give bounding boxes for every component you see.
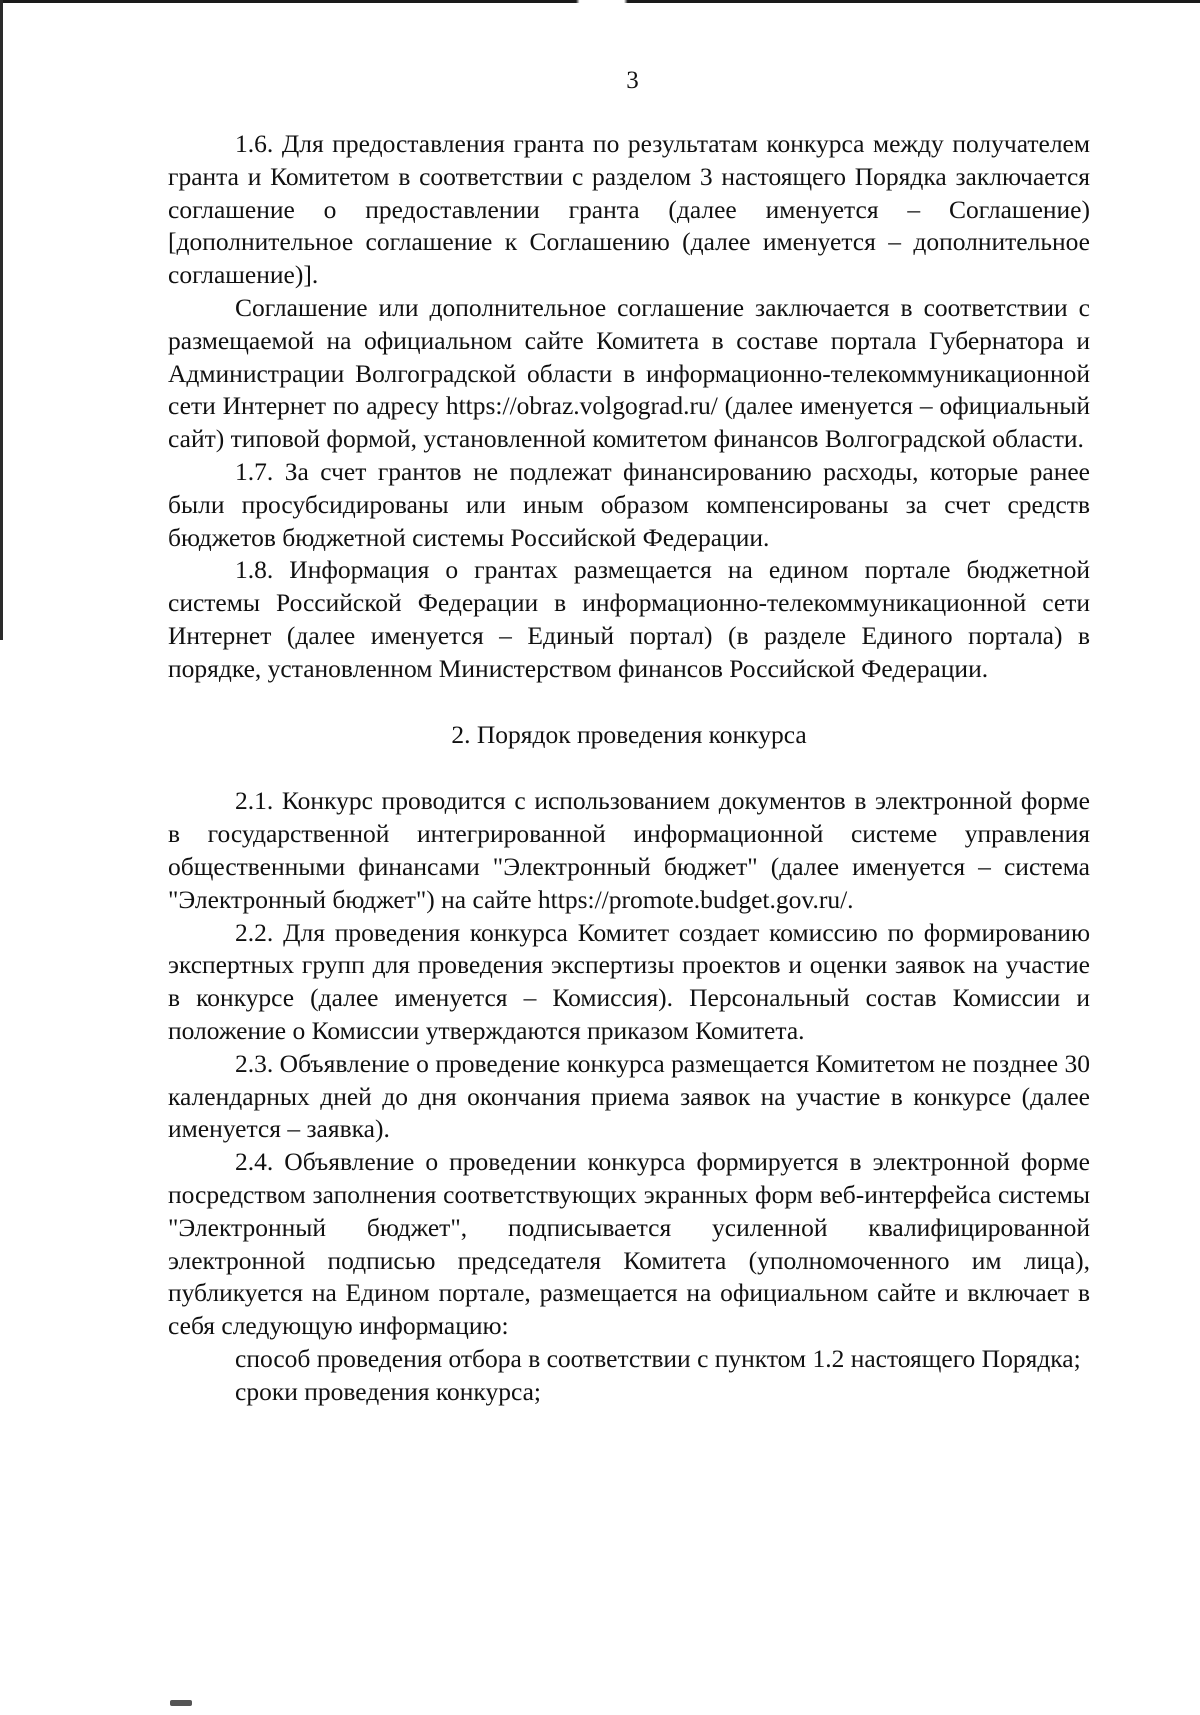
- paragraph-2-3: 2.3. Объявление о проведение конкурса размещается Комитетом не позднее 30 календарных дней до дня окончания приема заявок на участие в конкурсе (далее именуется – заявка).: [168, 1048, 1090, 1144]
- paragraph-2-2: 2.2. Для проведения конкурса Комитет создает комиссию по формированию экспертных групп для проведения экспертизы проектов и оценки заявок на участие в конкурсе (далее именуется – Комиссия). Персональный состав Комиссии и положение о Комиссии утверждаются приказом Комитета.: [168, 917, 1090, 1045]
- paragraph-1-8: 1.8. Информация о грантах размещается на едином портале бюджетной системы Российской Федерации в информационно-телекоммуникационной сети Интернет (далее именуется – Единый портал) (в разделе Единого портала) в порядке, установленном Министерством финансов Российской Федерации.: [168, 555, 1090, 683]
- paragraph-agreement: Соглашение или дополнительное соглашение заключается в соответствии с размещаемой на официальном сайте Комитета в составе портала Губернатора и Администрации Волгоградской области в информационно-телекоммуникационной сети Интернет по адресу https://obraz.volgograd.ru/ (далее именуется – официальный сайт) типовой формой, установленной комитетом финансов Волгоградской области.: [168, 292, 1090, 454]
- page-number: 3: [626, 67, 639, 94]
- document-body: [168, 128, 1090, 1408]
- scan-edge-left: [0, 0, 3, 640]
- scan-artifact: [170, 1700, 192, 1706]
- section-heading: 2. Порядок проведения конкурса: [451, 719, 807, 749]
- paragraph-1-6: 1.6. Для предоставления гранта по результатам конкурса между получателем гранта и Комитетом в соответствии с разделом 3 настоящего Порядка заключается соглашение о предоставлении гранта (далее именуется – Соглашение) [дополнительное соглашение к Соглашению (далее именуется – дополнительное соглашение)].: [168, 129, 1090, 290]
- scan-edge-top: [0, 0, 1200, 3]
- paragraph-1-7: 1.7. За счет грантов не подлежат финансированию расходы, которые ранее были просубсидированы или иным образом компенсированы за счет средств бюджетов бюджетной системы Российской Федерации.: [168, 456, 1090, 552]
- paragraph-2-1: 2.1. Конкурс проводится с использованием документов в электронной форме в государственной интегрированной информационной системе управления общественными финансами "Электронный бюджет" (далее именуется – система "Электронный бюджет") на сайте https://promote.budget.gov.ru/.: [168, 786, 1090, 914]
- list-item-selection-method: способ проведения отбора в соответствии с пунктом 1.2 настоящего Порядка;: [235, 1343, 1081, 1373]
- list-item-contest-dates: сроки проведения конкурса;: [235, 1376, 541, 1406]
- paragraph-2-4: 2.4. Объявление о проведении конкурса формируется в электронной форме посредством заполнения соответствующих экранных форм веб-интерфейса системы "Электронный бюджет", подписывается усиленной квалифицированной электронной подписью председателя Комитета (уполномоченного им лица), публикуется на Едином портале, размещается на официальном сайте и включает в себя следующую информацию:: [168, 1147, 1090, 1341]
